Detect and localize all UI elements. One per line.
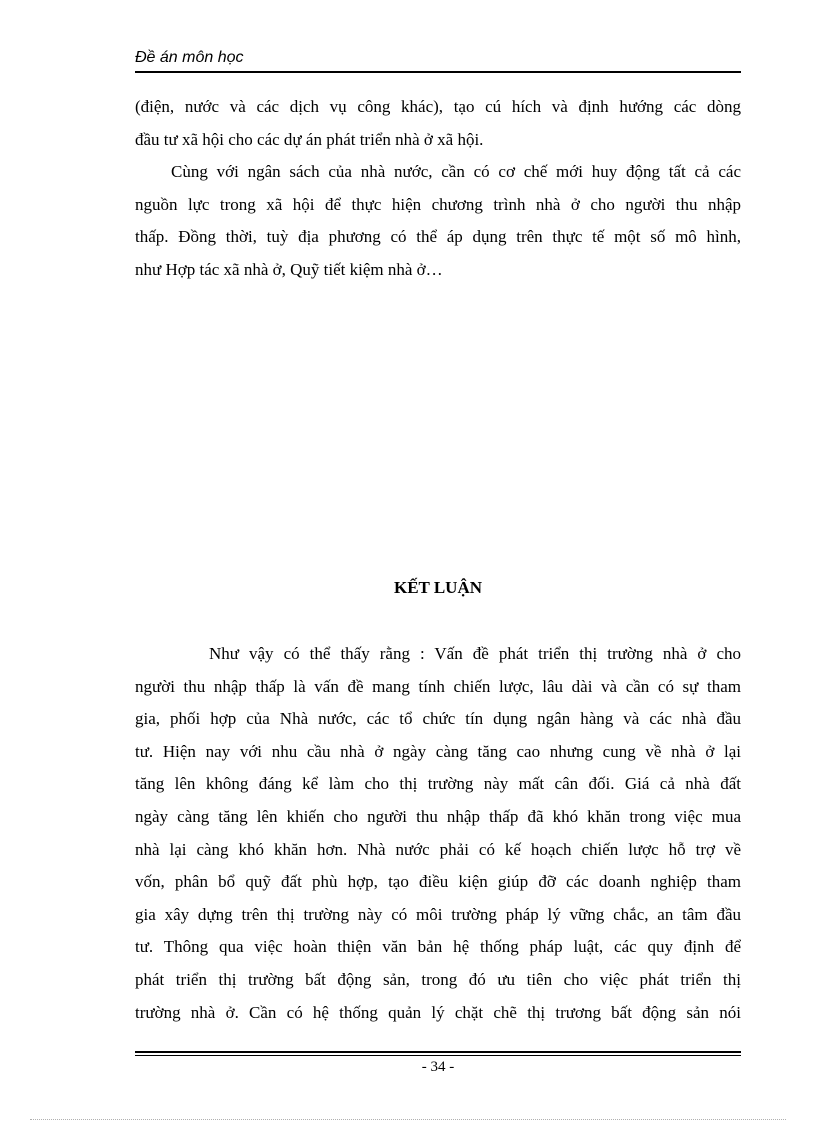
header-rule bbox=[135, 71, 741, 73]
text-line: ngày càng tăng lên khiến cho người thu nhập thấp đã khó khăn trong việc mua bbox=[135, 806, 741, 826]
text-line: nguồn lực trong xã hội để thực hiện chương trình nhà ở cho người thu nhập bbox=[135, 194, 741, 214]
text-line: Như vậy có thể thấy rằng : Vấn đề phát triển thị trường nhà ở cho bbox=[209, 644, 741, 663]
text-line: gia, phối hợp của Nhà nước, các tổ chức tín dụng ngân hàng và các nhà đầu bbox=[135, 709, 741, 729]
footer-rule-thin bbox=[135, 1055, 741, 1056]
text-line: (điện, nước và các dịch vụ công khác), tạo cú hích và định hướng các dòng bbox=[135, 97, 741, 116]
text-line: như Hợp tác xã nhà ở, Quỹ tiết kiệm nhà ở… bbox=[135, 259, 443, 279]
text-line: vốn, phân bổ quỹ đất phù hợp, tạo điều kiện giúp đỡ các doanh nghiệp tham bbox=[135, 872, 741, 892]
conclusion-heading: KẾT LUẬN bbox=[393, 578, 482, 597]
text-line: tư. Thông qua việc hoàn thiện văn bản hệ thống pháp luật, các quy định để bbox=[135, 937, 741, 957]
text-line: tư. Hiện nay với nhu cầu nhà ở ngày càng tăng cao nhưng cung về nhà ở lại bbox=[135, 741, 741, 761]
text-line: gia xây dựng trên thị trường này có môi trường pháp lý vững chắc, an tâm đầu bbox=[135, 904, 741, 924]
text-line: Cùng với ngân sách của nhà nước, cần có cơ chế mới huy động tất cả các bbox=[171, 162, 741, 182]
conclusion-paragraph bbox=[135, 638, 741, 1029]
page-number: - 34 - bbox=[421, 1059, 455, 1075]
header-title: Đề án môn học bbox=[135, 49, 244, 66]
page-boundary-dotted bbox=[30, 1119, 786, 1120]
text-line: tăng lên không đáng kể làm cho thị trường này mất cân đối. Giá cả nhà đất bbox=[135, 774, 741, 794]
text-line: phát triển thị trường bất động sản, trong đó ưu tiên cho việc phát triển thị bbox=[135, 969, 741, 989]
text-line: người thu nhập thấp là vấn đề mang tính chiến lược, lâu dài và cần có sự tham bbox=[135, 676, 741, 696]
text-line: thấp. Đồng thời, tuỳ địa phương có thể áp dụng trên thực tế một số mô hình, bbox=[135, 227, 741, 247]
section1-paragraphs bbox=[135, 91, 741, 287]
text-line: nhà lại càng khó khăn hơn. Nhà nước phải có kế hoạch chiến lược hỗ trợ về bbox=[135, 839, 741, 859]
text-line: đầu tư xã hội cho các dự án phát triển nhà ở xã hội. bbox=[135, 129, 484, 149]
text-line: trường nhà ở. Cần có hệ thống quản lý chặt chẽ thị trương bất động sản nói bbox=[135, 1002, 741, 1022]
footer-rule bbox=[135, 1051, 741, 1053]
